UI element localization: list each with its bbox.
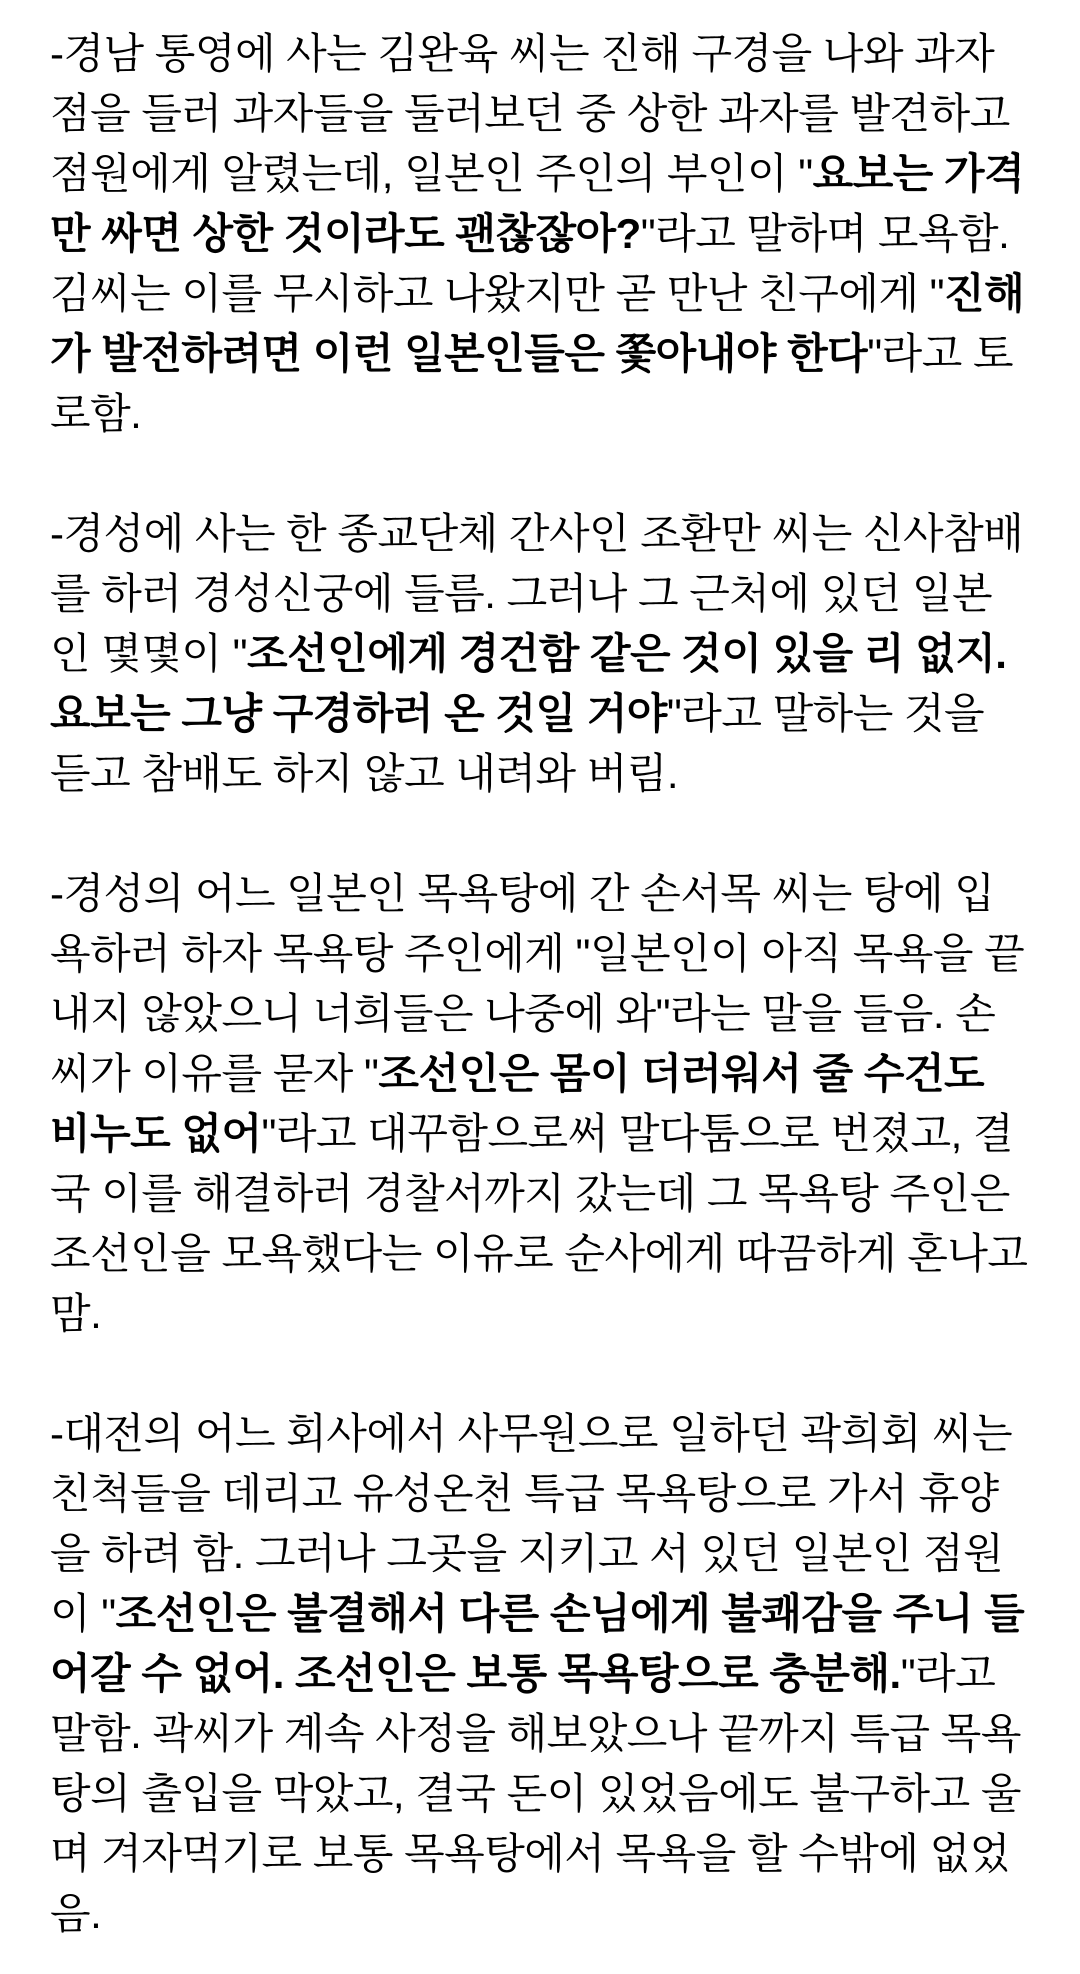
body-text: "라고 말함. 곽씨가 계속 사정을 해보았으나 끝까지 특급 목욕탕의 출입을 막았고, 결국 돈이 있었음에도 불구하고 울며 겨자먹기로 보통 목욕탕에서 목욕을 할 수밖에 없었음. [50, 1650, 1021, 1937]
body-text: -경남 통영에 사는 김완육 씨는 진해 구경을 나와 과자점을 들러 과자들을 둘러보던 중 상한 과자를 발견하고 점원에게 알렸는데, 일본인 주인의 부인이 " [50, 30, 1010, 197]
paragraph [50, 864, 1030, 1344]
paragraph [50, 24, 1030, 444]
body-text: -경성의 어느 일본인 목욕탕에 간 손서목 씨는 탕에 입욕하러 하자 목욕탕 주인에게 "일본인이 아직 목욕을 끝내지 않았으니 너희들은 나중에 와"라는 말을 들음. 손씨가 이유를 묻자 " [50, 870, 1025, 1097]
quoted-emphasis-text: 조선인은 불결해서 다른 손님에게 불쾌감을 주니 들어갈 수 없어. 조선인은 보통 목욕탕으로 충분해. [50, 1590, 1025, 1697]
quoted-emphasis-text: 조선인은 몸이 더러워서 줄 수건도 비누도 없어 [50, 1050, 985, 1157]
quoted-emphasis-text: 조선인에게 경건함 같은 것이 있을 리 없지. 요보는 그냥 구경하러 온 것일 거야 [50, 630, 1007, 737]
body-text: "라고 말하는 것을 듣고 참배도 하지 않고 내려와 버림. [50, 690, 985, 797]
paragraph [50, 1404, 1030, 1944]
paragraph-list [50, 24, 1030, 1944]
body-text: "라고 토로함. [50, 330, 1014, 437]
paragraph [50, 504, 1030, 804]
body-text: "라고 대꾸함으로써 말다툼으로 번졌고, 결국 이를 해결하러 경찰서까지 갔는데 그 목욕탕 주인은 조선인을 모욕했다는 이유로 순사에게 따끔하게 혼나고 맘. [50, 1110, 1028, 1337]
body-text: "라고 말하며 모욕함. 김씨는 이를 무시하고 나왔지만 곧 만난 친구에게 " [50, 210, 1010, 317]
quoted-emphasis-text: 요보는 가격만 싸면 상한 것이라도 괜찮잖아? [50, 150, 1025, 257]
body-text: -대전의 어느 회사에서 사무원으로 일하던 곽희회 씨는 친척들을 데리고 유성온천 특급 목욕탕으로 가서 휴양을 하려 함. 그러나 그곳을 지키고 서 있던 일본인 점원이 " [50, 1410, 1013, 1637]
body-text: -경성에 사는 한 종교단체 간사인 조환만 씨는 신사참배를 하러 경성신궁에 들름. 그러나 그 근처에 있던 일본인 몇몇이 " [50, 510, 1024, 677]
quoted-emphasis-text: 진해가 발전하려면 이런 일본인들은 쫓아내야 한다 [50, 270, 1025, 377]
